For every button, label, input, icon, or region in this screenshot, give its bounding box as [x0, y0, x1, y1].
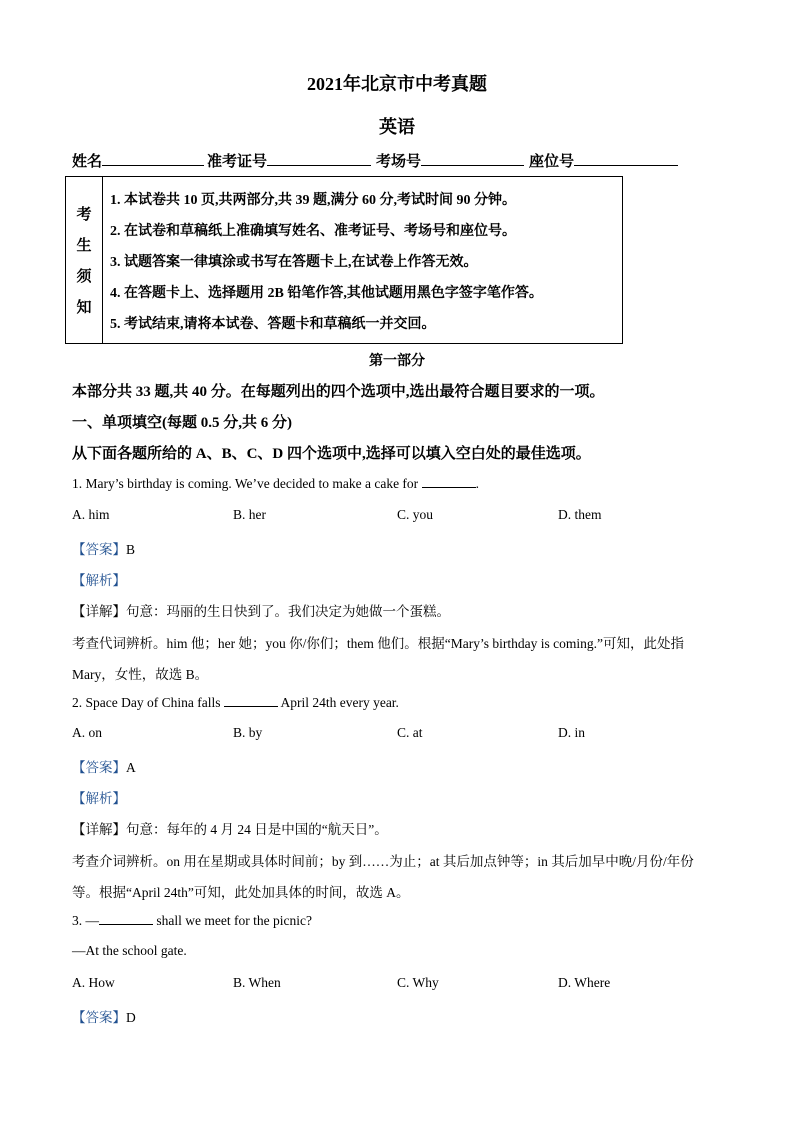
answer-value: D [126, 1010, 136, 1025]
notice-label-char: 须 [76, 269, 92, 285]
option-d: D. them [558, 507, 602, 522]
answer-tag: 【答案】 [72, 1010, 126, 1025]
option-c: C. Why [397, 975, 439, 990]
section-title: 一、单项填空(每题 0.5 分,共 6 分) [72, 415, 292, 431]
answer-value: B [126, 542, 136, 557]
notice-label-char: 生 [76, 238, 92, 254]
stem-text: shall we meet for the picnic? [153, 913, 312, 928]
part-title: 第一部分 [369, 354, 425, 369]
stem-text: 2. Space Day of China falls [72, 695, 224, 710]
answer-blank [422, 475, 476, 488]
answer-value: A [126, 760, 136, 775]
answer-line [72, 538, 135, 558]
notice-label-column [66, 177, 103, 343]
option-a: A. How [72, 975, 115, 990]
detail-tag: 【详解】 [72, 604, 126, 619]
room-no-blank [421, 151, 524, 166]
section-instruction: 从下面各题所给的 A、B、C、D 四个选项中,选择可以填入空白处的最佳选项。 [72, 446, 591, 462]
seat-no-blank [574, 151, 678, 166]
answer-blank [224, 694, 278, 707]
notice-label-char: 知 [76, 300, 92, 316]
option-d: D. in [558, 725, 585, 740]
notice-item: 2. 在试卷和草稿纸上准确填写姓名、准考证号、考场号和座位号。 [110, 224, 516, 239]
stem-text: . [475, 476, 479, 491]
option-c: C. you [397, 507, 434, 522]
exam-no-blank [267, 151, 371, 166]
room-no-field [376, 150, 524, 171]
analysis-tag: 【解析】 [72, 791, 126, 806]
option-c: C. at [397, 725, 423, 740]
notice-item: 1. 本试卷共 10 页,共两部分,共 39 题,满分 60 分,考试时间 90 分钟。 [110, 193, 516, 208]
answer-blank [99, 912, 153, 925]
part-intro: 本部分共 33 题,共 40 分。在每题列出的四个选项中,选出最符合题目要求的一项。 [72, 384, 605, 400]
option-b: B. her [233, 507, 266, 522]
exam-no-field [207, 150, 371, 171]
option-b: B. by [233, 725, 263, 740]
name-field [72, 150, 204, 171]
question-stem [72, 694, 399, 711]
analysis-tag: 【解析】 [72, 573, 126, 588]
answer-tag: 【答案】 [72, 760, 126, 775]
detail-line [72, 600, 450, 620]
answer-line [72, 756, 136, 776]
detail-line [72, 818, 388, 838]
subject-title: 英语 [379, 117, 415, 137]
name-label: 姓名 [72, 154, 103, 170]
detail-text: 句意：玛丽的生日快到了。我们决定为她做一个蛋糕。 [126, 604, 450, 619]
detail-text: 句意：每年的 4 月 24 日是中国的“航天日”。 [126, 822, 388, 837]
question-stem [72, 912, 312, 929]
option-d: D. Where [558, 975, 611, 990]
stem-text: 1. Mary’s birthday is coming. We’ve decided to make a cake for [72, 476, 422, 491]
answer-tag: 【答案】 [72, 542, 126, 557]
detail-tag: 【详解】 [72, 822, 126, 837]
explanation-text: 考查代词辨析。him 他；her 她；you 你/你们；them 他们。根据“Mary’s birthday is coming.”可知，此处指 [72, 636, 684, 651]
seat-no-label: 座位号 [529, 154, 575, 170]
notice-item: 4. 在答题卡上、选择题用 2B 铅笔作答,其他试题用黑色字签字笔作答。 [110, 286, 543, 301]
explanation-text: 等。根据“April 24th”可知，此处加具体的时间，故选 A。 [72, 885, 410, 900]
stem-text: April 24th every year. [277, 695, 399, 710]
candidate-notice-box [65, 176, 623, 344]
room-no-label: 考场号 [376, 154, 422, 170]
seat-no-field [529, 150, 678, 171]
answer-line [72, 1006, 136, 1026]
option-b: B. When [233, 975, 281, 990]
option-a: A. on [72, 725, 102, 740]
notice-item: 3. 试题答案一律填涂或书写在答题卡上,在试卷上作答无效。 [110, 255, 478, 270]
explanation-text: Mary，女性，故选 B。 [72, 667, 209, 682]
exam-no-label: 准考证号 [207, 154, 268, 170]
notice-label-char: 考 [76, 207, 92, 223]
option-a: A. him [72, 507, 110, 522]
notice-item: 5. 考试结束,请将本试卷、答题卡和草稿纸一并交回。 [110, 317, 436, 332]
explanation-text: 考查介词辨析。on 用在星期或具体时间前；by 到……为止；at 其后加点钟等；in 其后加早中晚/月份/年份 [72, 854, 694, 869]
question-stem [72, 475, 479, 492]
stem-text: 3. — [72, 913, 99, 928]
name-blank [102, 151, 204, 166]
dialogue-reply: —At the school gate. [72, 943, 187, 958]
exam-title: 2021年北京市中考真题 [307, 74, 487, 94]
